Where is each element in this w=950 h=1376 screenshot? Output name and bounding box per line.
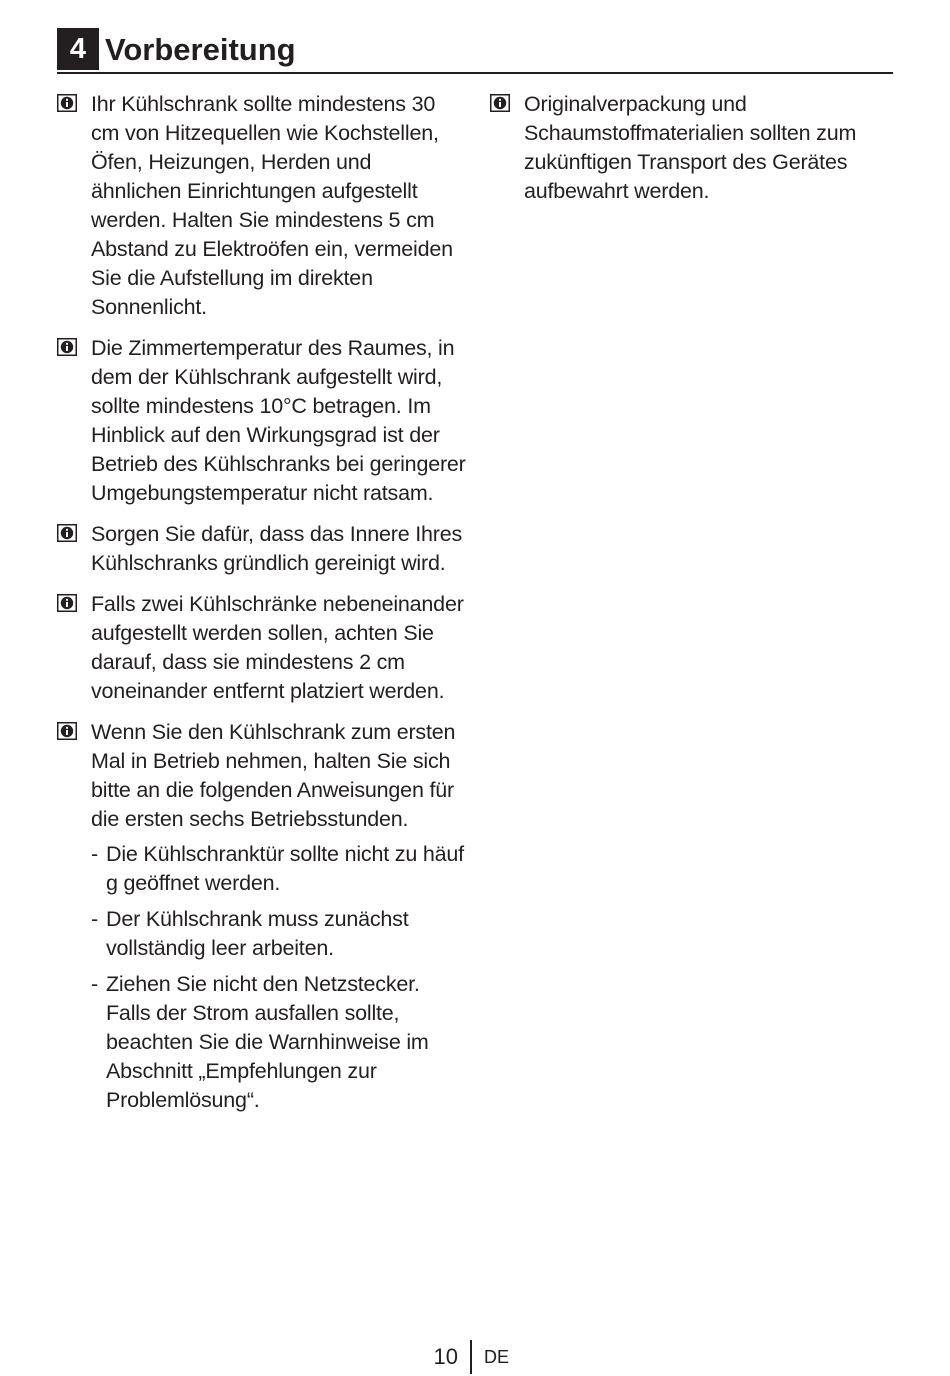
note-item xyxy=(57,334,467,508)
list-item-text: Die Kühlschranktür sollte nicht zu häuf g geöffnet werden. xyxy=(106,842,464,895)
section-number: 4 xyxy=(57,28,99,70)
page-footer xyxy=(0,1340,950,1376)
info-icon xyxy=(57,94,77,112)
section-header xyxy=(57,28,893,74)
section-title: Vorbereitung xyxy=(105,32,296,67)
footer-divider xyxy=(470,1340,472,1374)
info-icon xyxy=(57,524,77,542)
list-dash: - xyxy=(91,907,98,931)
info-icon xyxy=(57,338,77,356)
list-dash: - xyxy=(91,842,98,866)
left-column xyxy=(57,90,467,1127)
list-item-text: Ziehen Sie nicht den Netzstecker. Falls der Strom ausfallen sollte, beachten Sie die Warnhinweise im Abschnitt „Empfehlungen zur Problemlösung“. xyxy=(106,972,429,1112)
info-icon xyxy=(57,722,77,740)
note-text: Sorgen Sie dafür, dass das Innere Ihres Kühlschranks gründlich gereinigt wird. xyxy=(91,522,463,575)
note-item xyxy=(490,90,890,206)
note-text: Ihr Kühlschrank sollte mindestens 30 cm von Hitzequellen wie Kochstellen, Öfen, Heizungen, Herden und ähnlichen Einrichtungen aufgestellt werden. Halten Sie mindestens 5 cm Abstand zu Elektroöfen ein, vermeiden Sie die Aufstellung im direkten Sonnenlicht. xyxy=(91,92,453,319)
note-text: Originalverpackung und Schaumstoffmaterialien sollten zum zukünftigen Transport des Gerätes aufbewahrt werden. xyxy=(524,92,857,203)
instruction-list xyxy=(91,840,467,1115)
list-item xyxy=(91,905,467,963)
right-column xyxy=(490,90,890,218)
list-dash: - xyxy=(91,972,98,996)
language-code: DE xyxy=(484,1347,510,1367)
info-icon xyxy=(57,594,77,612)
note-text: Falls zwei Kühlschränke nebeneinander aufgestellt werden sollen, achten Sie darauf, dass sie mindestens 2 cm voneinander entfernt platziert werden. xyxy=(91,592,464,703)
list-item-text: Der Kühlschrank muss zunächst vollständig leer arbeiten. xyxy=(106,907,409,960)
list-item xyxy=(91,970,467,1115)
page-number: 10 xyxy=(433,1344,458,1369)
note-item xyxy=(57,590,467,706)
info-icon xyxy=(490,94,510,112)
note-text: Wenn Sie den Kühlschrank zum ersten Mal in Betrieb nehmen, halten Sie sich bitte an die folgenden Anweisungen für die ersten sechs Betriebsstunden. xyxy=(91,720,456,831)
list-item xyxy=(91,840,467,898)
note-item xyxy=(57,520,467,578)
note-text: Die Zimmertemperatur des Raumes, in dem der Kühlschrank aufgestellt wird, sollte mindestens 10°C betragen. Im Hinblick auf den Wirkungsgrad ist der Betrieb des Kühlschranks bei geringerer Umgebungstemperatur nicht ratsam. xyxy=(91,336,466,505)
note-item xyxy=(57,90,467,322)
note-item xyxy=(57,718,467,1115)
